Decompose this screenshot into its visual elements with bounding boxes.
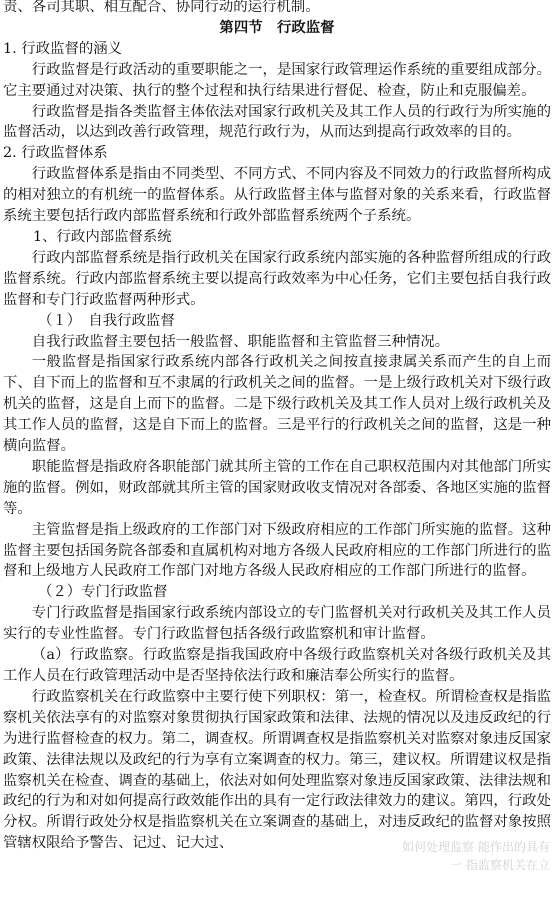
heading-1: 1. 行政监督的涵义 — [3, 40, 123, 57]
subheading-self: （１） 自我行政监督 — [38, 312, 175, 329]
paragraph: （a）行政监察。行政监察是指我国政府中各级行政监察机关对各级行政机关及其工作人员在行政管理活动中是否坚持依法行政和廉洁奉公所实行的监督。 — [3, 647, 551, 684]
paragraph: 行政监督是指各类监督主体依法对国家行政机关及其工作人员的行政行为所实施的监督活动，以达到改善行政管理，规范行政行为，从而达到提高行政效率的目的。 — [3, 103, 551, 141]
paragraph: 行政监督是行政活动的重要职能之一，是国家行政管理运作系统的重要组成部分。它主要通过对决策、执行的整个过程和执行结果进行督促、检查，防止和克服偏差。 — [3, 61, 551, 99]
paragraph: 专门行政监督是指国家行政系统内部设立的专门监督机关对行政机关及其工作人员实行的专业性监督。专门行政监督包括各级行政监察机和审计监督。 — [3, 605, 551, 643]
paragraph: 主管监督是指上级政府的工作部门对下级政府相应的工作部门所实施的监督。这种监督主要包括国务院各部委和直属机构对地方各级人民政府相应的工作部门所进行的监督和上级地方人民政府工作部门对地方各级人民政府相应的工作部门所进行的监督。 — [3, 521, 551, 580]
section-title: 第四节 行政监督 — [219, 18, 335, 36]
continuation-line: 责、各司其职、相互配合、协同行动的运行机制。 — [3, 0, 320, 15]
paragraph: 行政监察机关在行政监察中主要行使下列职权：第一，检查权。所谓检查权是指监察机关依法享有的对监察对象贯彻执行国家政策和法律、法规的情况以及违反政纪的行为进行监督检查的权力。第二，调查权。所谓调查权是指监察机关对监察对象违反国家政策、法律法规以及政纪的行为享有立案调查的权力。第三，建议权。所谓建议权是指监察机关在检查、调查的基础上，依法对如何处理监察对象违反国家政策、法律法规和政纪的行为和对如何提高行政效能作出的具有一定行政法律效力的建议。第四，行政处分权。所谓行政处分权是指监察机关在立案调查的基础上，对违反政纪的监督对象按照管辖权限给予警告、记过、记大过、 — [3, 688, 551, 852]
paragraph: 行政内部监督系统是指行政机关在国家行政系统内部实施的各种监督所组成的行政监督系统。行政内部监督系统主要以提高行政效率为中心任务，它们主要包括自我行政监督和专门行政监督两种形式。 — [3, 249, 551, 308]
paragraph: 行政监督体系是指由不同类型、不同方式、不同内容及不同效力的行政监督所构成的相对独立的有机统一的监督体系。从行政监督主体与监督对象的关系来看，行政监督系统主要包括行政内部监督系统和行政外部监督系统两个子系统。 — [3, 166, 551, 225]
paragraph: 一般监督是指国家行政系统内部各行政机关之间按直接隶属关系而产生的自上而下、自下而上的监督和互不隶属的行政机关之间的监督。一是上级行政机关对下级行政机关的监督，这是自上而下的监督。二是下级行政机关及其工作人员对上级行政机关及其工作人员的监督，这是自下而上的监督。三是平行的行政机关之间的监督，这是一种横向监督。 — [3, 354, 551, 455]
subheading-internal: 1、行政内部监督系统 — [33, 228, 172, 245]
paragraph: 职能监督是指政府各职能部门就其所主管的工作在自己职权范围内对其他部门所实施的监督。例如，财政部就其所主管的国家财政收支情况对各部委、各地区实施的监督等。 — [3, 458, 551, 517]
watermark: 如何处理监察 能作出的具有一 指监察机关在立 — [402, 840, 550, 872]
subheading-special: （２）专门行政监督 — [38, 584, 168, 601]
heading-2: 2. 行政监督体系 — [3, 145, 108, 162]
paragraph: 自我行政监督主要包括一般监督、职能监督和主管监督三种情况。 — [31, 333, 450, 350]
